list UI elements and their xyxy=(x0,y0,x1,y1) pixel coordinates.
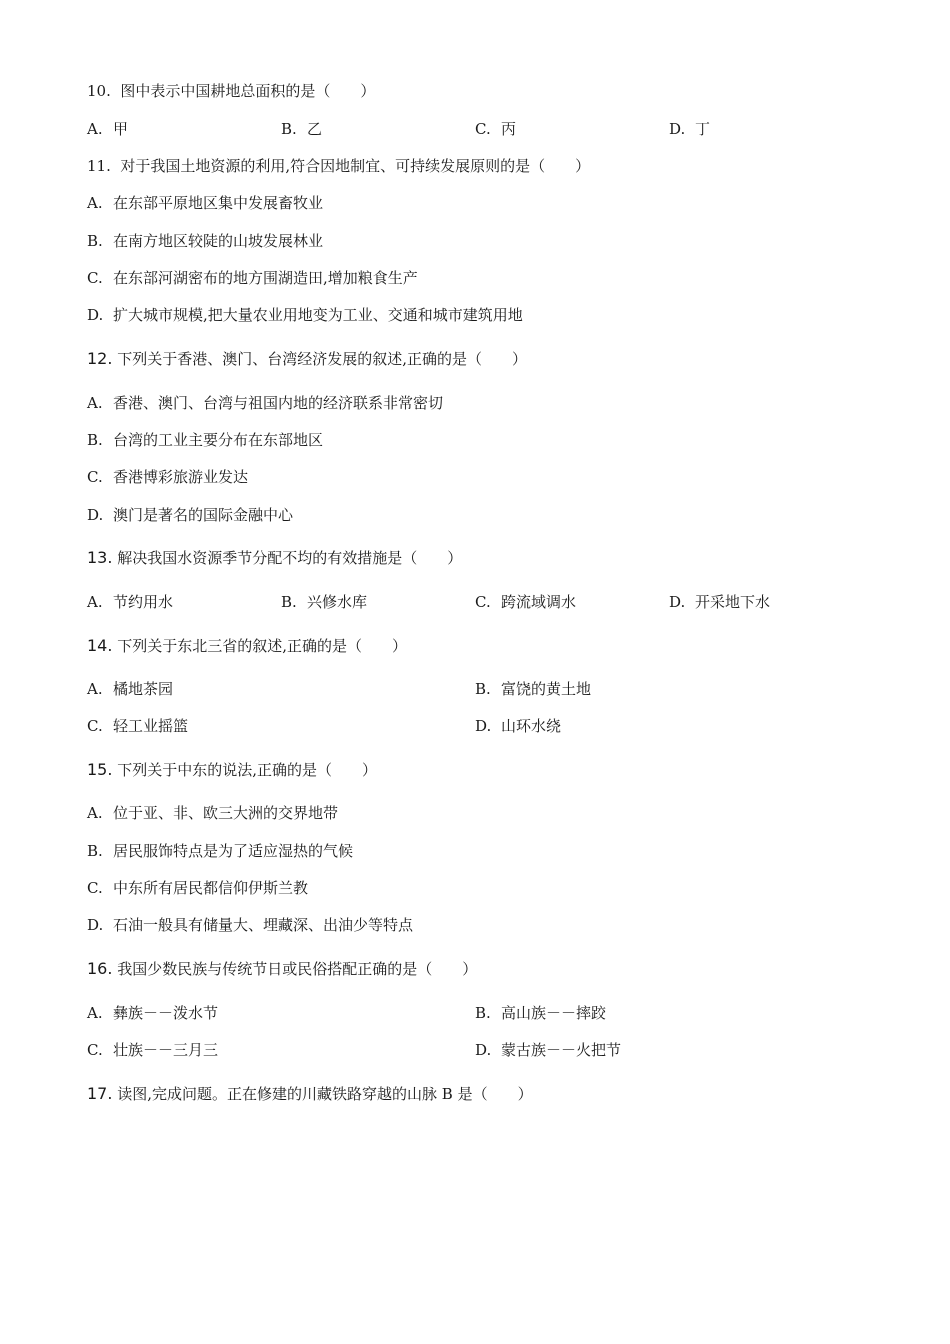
option-b[interactable]: B. 在南方地区较陡的山坡发展林业 xyxy=(87,232,324,250)
question-number: 14. xyxy=(87,636,113,655)
option-d[interactable]: D. 丁 xyxy=(669,120,711,138)
option-a[interactable]: A. 节约用水 xyxy=(87,593,174,611)
question-number: 15. xyxy=(87,760,113,779)
question-text: 读图,完成问题。正在修建的川藏铁路穿越的山脉 B 是（ ） xyxy=(117,1085,533,1103)
option-d[interactable]: D. 开采地下水 xyxy=(669,593,771,611)
question-number: 17. xyxy=(87,1084,113,1103)
option-c[interactable]: C. 壮族－－三月三 xyxy=(87,1041,219,1059)
option-d[interactable]: D. 山环水绕 xyxy=(475,717,562,735)
option-a[interactable]: A. 在东部平原地区集中发展畜牧业 xyxy=(87,194,324,212)
question-text: 对于我国土地资源的利用,符合因地制宜、可持续发展原则的是（ ） xyxy=(120,157,591,175)
question-13-stem xyxy=(87,548,462,568)
option-a[interactable]: A. 香港、澳门、台湾与祖国内地的经济联系非常密切 xyxy=(87,394,444,412)
option-a[interactable]: A. 橘地茶园 xyxy=(87,680,174,698)
question-text: 下列关于香港、澳门、台湾经济发展的叙述,正确的是（ ） xyxy=(117,350,528,368)
option-c[interactable]: C. 香港博彩旅游业发达 xyxy=(87,468,249,486)
question-number: 16. xyxy=(87,959,113,978)
question-10-stem xyxy=(87,81,375,101)
question-text: 下列关于东北三省的叙述,正确的是（ ） xyxy=(117,637,408,655)
question-number: 11. xyxy=(87,157,111,175)
option-c[interactable]: C. 跨流域调水 xyxy=(475,593,577,611)
question-16-stem xyxy=(87,959,477,979)
option-b[interactable]: B. 兴修水库 xyxy=(281,593,368,611)
option-b[interactable]: B. 乙 xyxy=(281,120,323,138)
question-14-stem xyxy=(87,636,407,656)
option-c[interactable]: C. 在东部河湖密布的地方围湖造田,增加粮食生产 xyxy=(87,269,418,287)
question-11-stem xyxy=(87,156,590,176)
option-b[interactable]: B. 台湾的工业主要分布在东部地区 xyxy=(87,431,324,449)
option-c[interactable]: C. 中东所有居民都信仰伊斯兰教 xyxy=(87,879,309,897)
question-number: 13. xyxy=(87,548,113,567)
question-text: 下列关于中东的说法,正确的是（ ） xyxy=(117,761,378,779)
option-b[interactable]: B. 高山族－－摔跤 xyxy=(475,1004,607,1022)
question-text: 解决我国水资源季节分配不均的有效措施是（ ） xyxy=(117,549,463,567)
question-text: 图中表示中国耕地总面积的是（ ） xyxy=(120,82,376,100)
option-a[interactable]: A. 甲 xyxy=(87,120,129,138)
option-d[interactable]: D. 扩大城市规模,把大量农业用地变为工业、交通和城市建筑用地 xyxy=(87,306,523,324)
option-c[interactable]: C. 轻工业摇篮 xyxy=(87,717,189,735)
question-number: 12. xyxy=(87,349,113,368)
question-12-stem xyxy=(87,349,527,369)
question-15-stem xyxy=(87,760,377,780)
option-a[interactable]: A. 彝族－－泼水节 xyxy=(87,1004,219,1022)
question-17-stem xyxy=(87,1084,533,1104)
option-b[interactable]: B. 居民服饰特点是为了适应湿热的气候 xyxy=(87,842,354,860)
option-d[interactable]: D. 澳门是著名的国际金融中心 xyxy=(87,506,294,524)
option-a[interactable]: A. 位于亚、非、欧三大洲的交界地带 xyxy=(87,804,339,822)
question-text: 我国少数民族与传统节日或民俗搭配正确的是（ ） xyxy=(117,960,478,978)
option-b[interactable]: B. 富饶的黄土地 xyxy=(475,680,592,698)
question-number: 10. xyxy=(87,82,111,100)
option-d[interactable]: D. 蒙古族－－火把节 xyxy=(475,1041,622,1059)
option-d[interactable]: D. 石油一般具有储量大、埋藏深、出油少等特点 xyxy=(87,916,414,934)
option-c[interactable]: C. 丙 xyxy=(475,120,517,138)
